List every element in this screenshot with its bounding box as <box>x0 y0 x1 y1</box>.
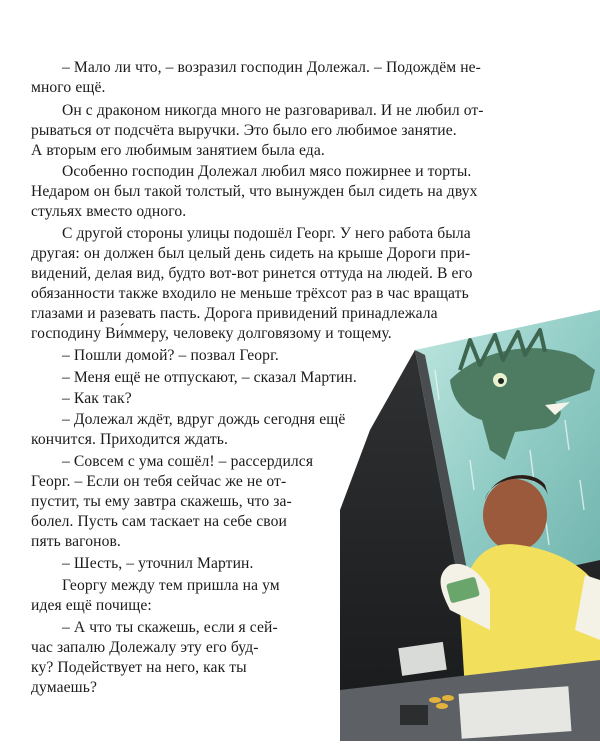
text-line: Недаром он был такой толстый, что вынужден был сидеть на двух <box>31 183 478 200</box>
text-line: господину Ви́ммеру, человеку долговязому и тощему. <box>31 325 392 342</box>
text-line: думаешь? <box>31 679 97 696</box>
text-line: обязанности также входило не меньше трёхсот раз в час вращать <box>31 285 469 302</box>
text-line: – Меня ещё не отпускают, – сказал Мартин. <box>62 369 357 386</box>
text-line: стульях вместо одного. <box>31 203 187 220</box>
text-line: Особенно господин Долежал любил мясо пожирнее и торты. <box>62 163 472 180</box>
text-line: – Шесть, – уточнил Мартин. <box>62 555 254 572</box>
text-line: – Долежал ждёт, вдруг дождь сегодня ещё <box>62 411 346 428</box>
text-line: – Мало ли что, – возразил господин Долежал. – Подождём не- <box>62 59 481 76</box>
text-line: пустит, ты ему завтра скажешь, что за- <box>31 493 292 510</box>
text-line: А вторым его любимым занятием была еда. <box>31 142 325 159</box>
text-line: другая: он должен был целый день сидеть на крыше Дороги при- <box>31 245 471 262</box>
text-line: кончится. Приходится ждать. <box>31 431 228 448</box>
text-line: глазами и разевать пасть. Дорога привидений принадлежала <box>31 305 438 322</box>
text-line: час запалю Долежалу эту его буд- <box>31 639 259 656</box>
text-line: – Совсем с ума сошёл! – рассердился <box>62 453 314 470</box>
text-line: – А что ты скажешь, если я сей- <box>62 619 278 636</box>
text-line: – Пошли домой? – позвал Георг. <box>62 347 279 364</box>
text-line: болел. Пусть сам таскает на себе свои <box>31 513 287 530</box>
text-line: Он с драконом никогда много не разговаривал. И не любил от- <box>62 102 484 119</box>
text-line: – Как так? <box>62 390 132 407</box>
text-line: ку? Подействует на него, как ты <box>31 659 247 676</box>
text-line: Георгу между тем пришла на ум <box>62 577 280 594</box>
text-line: С другой стороны улицы подошёл Георг. У него работа была <box>62 225 471 242</box>
text-line: рываться от подсчёта выручки. Это было его любимое занятие. <box>31 122 457 139</box>
text-line: много ещё. <box>31 79 106 96</box>
text-line: видений, делая вид, будто вот-вот ринется оттуда на людей. В его <box>31 265 473 282</box>
text-line: Георг. – Если он тебя сейчас же не от- <box>31 473 287 490</box>
text-line: идея ещё почище: <box>31 597 152 614</box>
text-line: пять вагонов. <box>31 533 121 550</box>
